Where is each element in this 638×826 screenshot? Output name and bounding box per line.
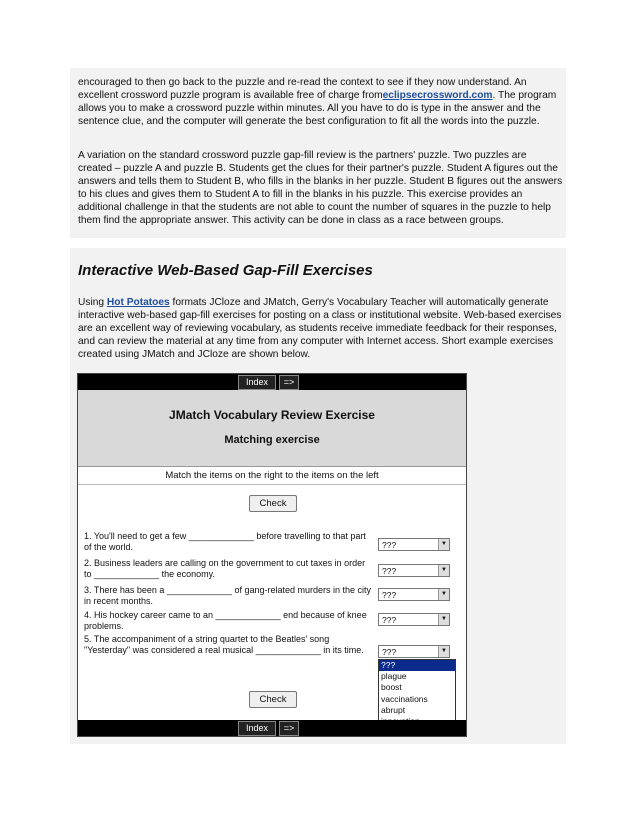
chevron-down-icon: ▼ xyxy=(438,646,449,657)
answer-select-4[interactable] xyxy=(378,613,450,626)
paragraph-hot-potatoes xyxy=(78,296,563,361)
check-button-top[interactable]: Check xyxy=(249,495,297,512)
paragraph-partners-puzzle: A variation on the standard crossword puzzle gap-fill review is the partners' puzzle. Two puzzles are created – puzzle A and puzzle B. Students get the clues for their partner's puzzle. Student A figures out the answers and tells them to Student B, who fills in the blanks in her puzzle. Student B figures out the answers to his clues and gives them to Student A to fill in the blanks in his puzzle. This exercise provides an additional challenge in that the students are not able to count the number of squares in the puzzle to help them find the appropriate answer. This activity can be done in class as a race between groups. xyxy=(78,150,563,226)
section-heading: Interactive Web-Based Gap-Fill Exercises xyxy=(78,262,373,279)
chevron-down-icon: ▼ xyxy=(438,589,449,600)
question-3: 3. There has been a _____________ of gang-related murders in the city in recent months. xyxy=(84,585,372,606)
question-2: 2. Business leaders are calling on the government to cut taxes in order to _____________ the economy. xyxy=(84,558,366,579)
question-1: 1. You'll need to get a few _____________ before travelling to that part of the world. xyxy=(84,531,366,552)
paragraph-crossword-program xyxy=(78,76,563,128)
answer-select-5[interactable] xyxy=(378,645,450,658)
select-value: ??? xyxy=(382,566,397,576)
answer-select-2[interactable] xyxy=(378,564,450,577)
index-button[interactable]: Index xyxy=(238,375,276,390)
next-button-bottom[interactable]: => xyxy=(279,721,299,736)
answer-select-1[interactable] xyxy=(378,538,450,551)
dropdown-option[interactable]: vaccinations xyxy=(381,693,428,704)
exercise-title: JMatch Vocabulary Review Exercise xyxy=(169,408,375,422)
check-button-bottom[interactable]: Check xyxy=(249,691,297,708)
top-nav-bar xyxy=(78,374,466,390)
answer-dropdown-list xyxy=(378,659,456,729)
paragraph-text: . The program allows you to make a crossword puzzle within minutes. All you have to do is type in the answer and the sentence clue, and the computer will generate the best configuration to fit all the words into the puzzle. xyxy=(78,90,557,127)
next-button[interactable]: => xyxy=(279,375,299,390)
dropdown-option[interactable]: plague xyxy=(381,671,407,682)
select-value: ??? xyxy=(382,590,397,600)
paragraph-text: formats JCloze and JMatch, Gerry's Vocabulary Teacher will automatically generate interactive web-based gap-fill exercises for posting on a class or institutional website. Web-based exercises are an excellent way of reviewing vocabulary, as students receive immediate feedback for their responses, and can review the material at any time from any computer with Internet access. Short example exercises created using JMatch and JCloze are shown below. xyxy=(78,297,562,360)
hot-potatoes-link[interactable]: Hot Potatoes xyxy=(106,297,170,308)
dropdown-option[interactable]: boost xyxy=(381,682,402,693)
answer-select-3[interactable] xyxy=(378,588,450,601)
paragraph-text: encouraged to then go back to the puzzle and re-read the context to see if they now understand. An excellent crossword puzzle program is available free of charge from xyxy=(78,77,527,101)
exercise-instructions: Match the items on the right to the items on the left xyxy=(78,470,466,485)
index-button-bottom[interactable]: Index xyxy=(238,721,276,736)
bottom-nav-bar xyxy=(78,720,466,736)
paragraph-text: Using xyxy=(78,297,107,308)
select-value: ??? xyxy=(382,647,397,657)
select-value: ??? xyxy=(382,540,397,550)
jmatch-exercise-screenshot xyxy=(77,373,467,737)
chevron-down-icon: ▼ xyxy=(438,565,449,576)
exercise-subtitle: Matching exercise xyxy=(224,434,320,446)
question-4: 4. His hockey career came to an _____________ end because of knee problems. xyxy=(84,610,367,631)
question-5: 5. The accompaniment of a string quartet to the Beatles' song "Yesterday" was considered a real musical _____________ in its time. xyxy=(84,634,364,655)
chevron-down-icon: ▼ xyxy=(438,614,449,625)
select-value: ??? xyxy=(382,615,397,625)
exercise-title-box xyxy=(78,390,466,467)
dropdown-option[interactable]: abrupt xyxy=(381,704,406,715)
dropdown-option[interactable]: ??? xyxy=(379,660,455,671)
chevron-down-icon: ▼ xyxy=(438,539,449,550)
eclipsecrossword-link[interactable]: eclipsecrossword.com xyxy=(382,90,493,101)
